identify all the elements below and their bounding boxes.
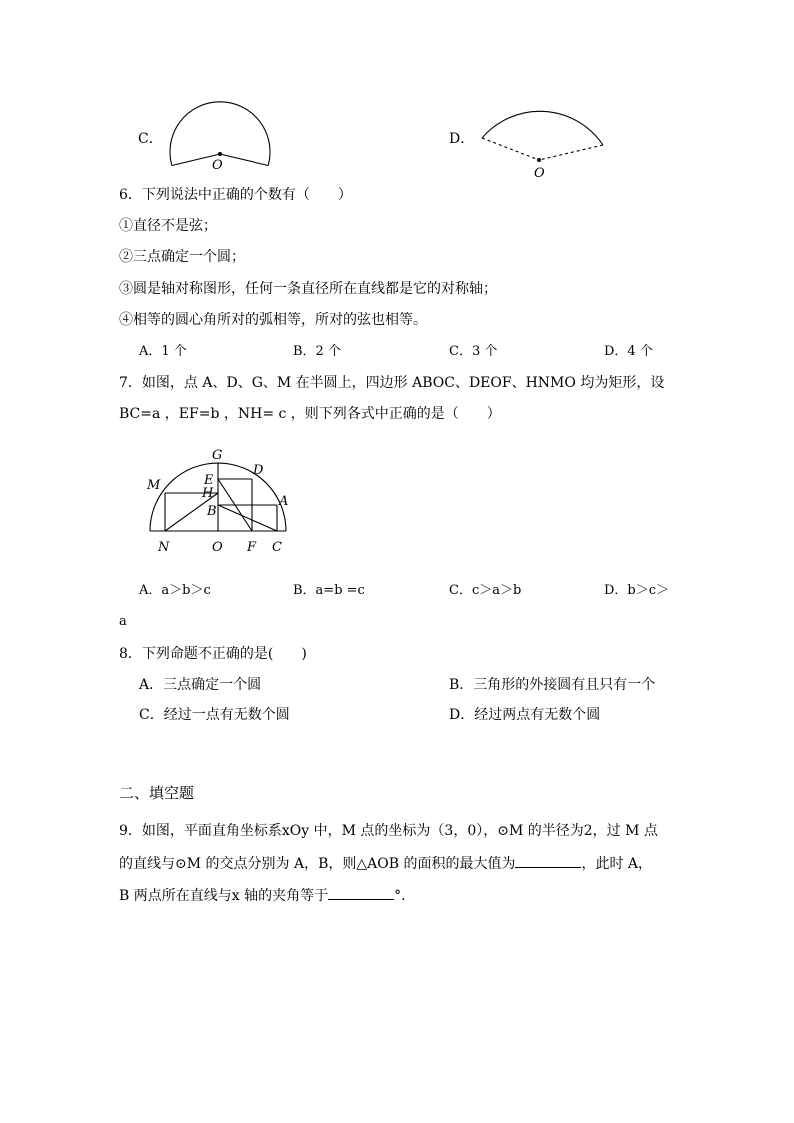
q9-answer-blank-2[interactable] bbox=[328, 885, 394, 900]
q5-option-c-figure bbox=[162, 100, 282, 180]
q9-line-2-text-a: 的直线与⊙M 的交点分别为 A，B，则△AOB 的面积的最大值为 bbox=[119, 856, 516, 872]
q7-label-f: F bbox=[247, 540, 257, 555]
q7-stem-line-1: 7．如图，点 A、D、G、M 在半圆上，四边形 ABOC、DEOF、HNMO 均为矩形，设 bbox=[119, 375, 665, 391]
q7-label-g: G bbox=[212, 448, 223, 463]
q5-option-c-label: C． bbox=[138, 131, 163, 147]
q7-label-n: N bbox=[158, 540, 170, 555]
q9-line-2 bbox=[119, 853, 652, 873]
q7-option-b: B．a=b =c bbox=[293, 583, 365, 598]
q8-option-a: A．三点确定一个圆 bbox=[139, 677, 262, 693]
q6-stem: 6．下列说法中正确的个数有（ ） bbox=[119, 187, 352, 203]
q7-label-a: A bbox=[279, 494, 289, 509]
q7-label-h: H bbox=[202, 486, 214, 501]
q5-option-d-figure bbox=[470, 90, 615, 185]
q6-option-a: A．1 个 bbox=[139, 344, 187, 359]
q7-option-c: C．c＞a＞b bbox=[449, 583, 522, 598]
q5-d-center-label: O bbox=[534, 166, 545, 181]
q7-label-o: O bbox=[212, 540, 223, 555]
q6-option-b: B．2 个 bbox=[293, 344, 341, 359]
q7-label-m: M bbox=[147, 478, 161, 493]
q7-option-d-wrap: a bbox=[119, 614, 127, 629]
q7-label-b: B bbox=[207, 504, 217, 519]
q6-statement-4: ④相等的圆心角所对的弧相等，所对的弦也相等。 bbox=[119, 312, 427, 328]
q6-option-d: D．4 个 bbox=[604, 344, 653, 359]
q7-label-d: D bbox=[253, 463, 264, 478]
q6-option-c: C．3 个 bbox=[449, 344, 498, 359]
q6-statement-2: ②三点确定一个圆； bbox=[119, 249, 245, 265]
q8-option-c: C．经过一点有无数个圆 bbox=[139, 707, 290, 723]
q9-line-1: 9．如图，平面直角坐标系xOy 中，M 点的坐标为（3，0），⊙M 的半径为2，过 M 点 bbox=[119, 823, 658, 839]
q9-answer-blank-1[interactable] bbox=[515, 853, 581, 868]
q9-line-3 bbox=[119, 885, 415, 905]
q7-option-d: D．b＞c＞ bbox=[604, 583, 670, 598]
q7-option-a: A．a＞b＞c bbox=[139, 583, 211, 598]
q6-statement-1: ①直径不是弦； bbox=[119, 218, 217, 234]
q5-option-d-label: D． bbox=[449, 131, 475, 147]
q7-label-e: E bbox=[204, 473, 214, 488]
q8-option-b: B．三角形的外接圆有且只有一个 bbox=[449, 677, 656, 693]
q9-line-3-text-b: °． bbox=[394, 888, 416, 904]
q8-option-d: D．经过两点有无数个圆 bbox=[449, 707, 601, 723]
q8-stem: 8．下列命题不正确的是( ) bbox=[119, 646, 307, 662]
q7-semicircle-figure bbox=[140, 445, 300, 560]
q6-statement-3: ③圆是轴对称图形，任何一条直径所在直线都是它的对称轴； bbox=[119, 281, 497, 297]
q7-stem-line-2: BC=a ，EF=b ，NH= c ，则下列各式中正确的是（ ） bbox=[119, 406, 501, 422]
q9-line-3-text-a: B 两点所在直线与x 轴的夹角等于 bbox=[119, 888, 329, 904]
section-title-fill-in: 二、填空题 bbox=[119, 784, 195, 802]
q7-label-c: C bbox=[272, 540, 282, 555]
q5-c-center-label: O bbox=[212, 158, 223, 173]
q9-line-2-text-b: ，此时 A， bbox=[581, 856, 653, 872]
